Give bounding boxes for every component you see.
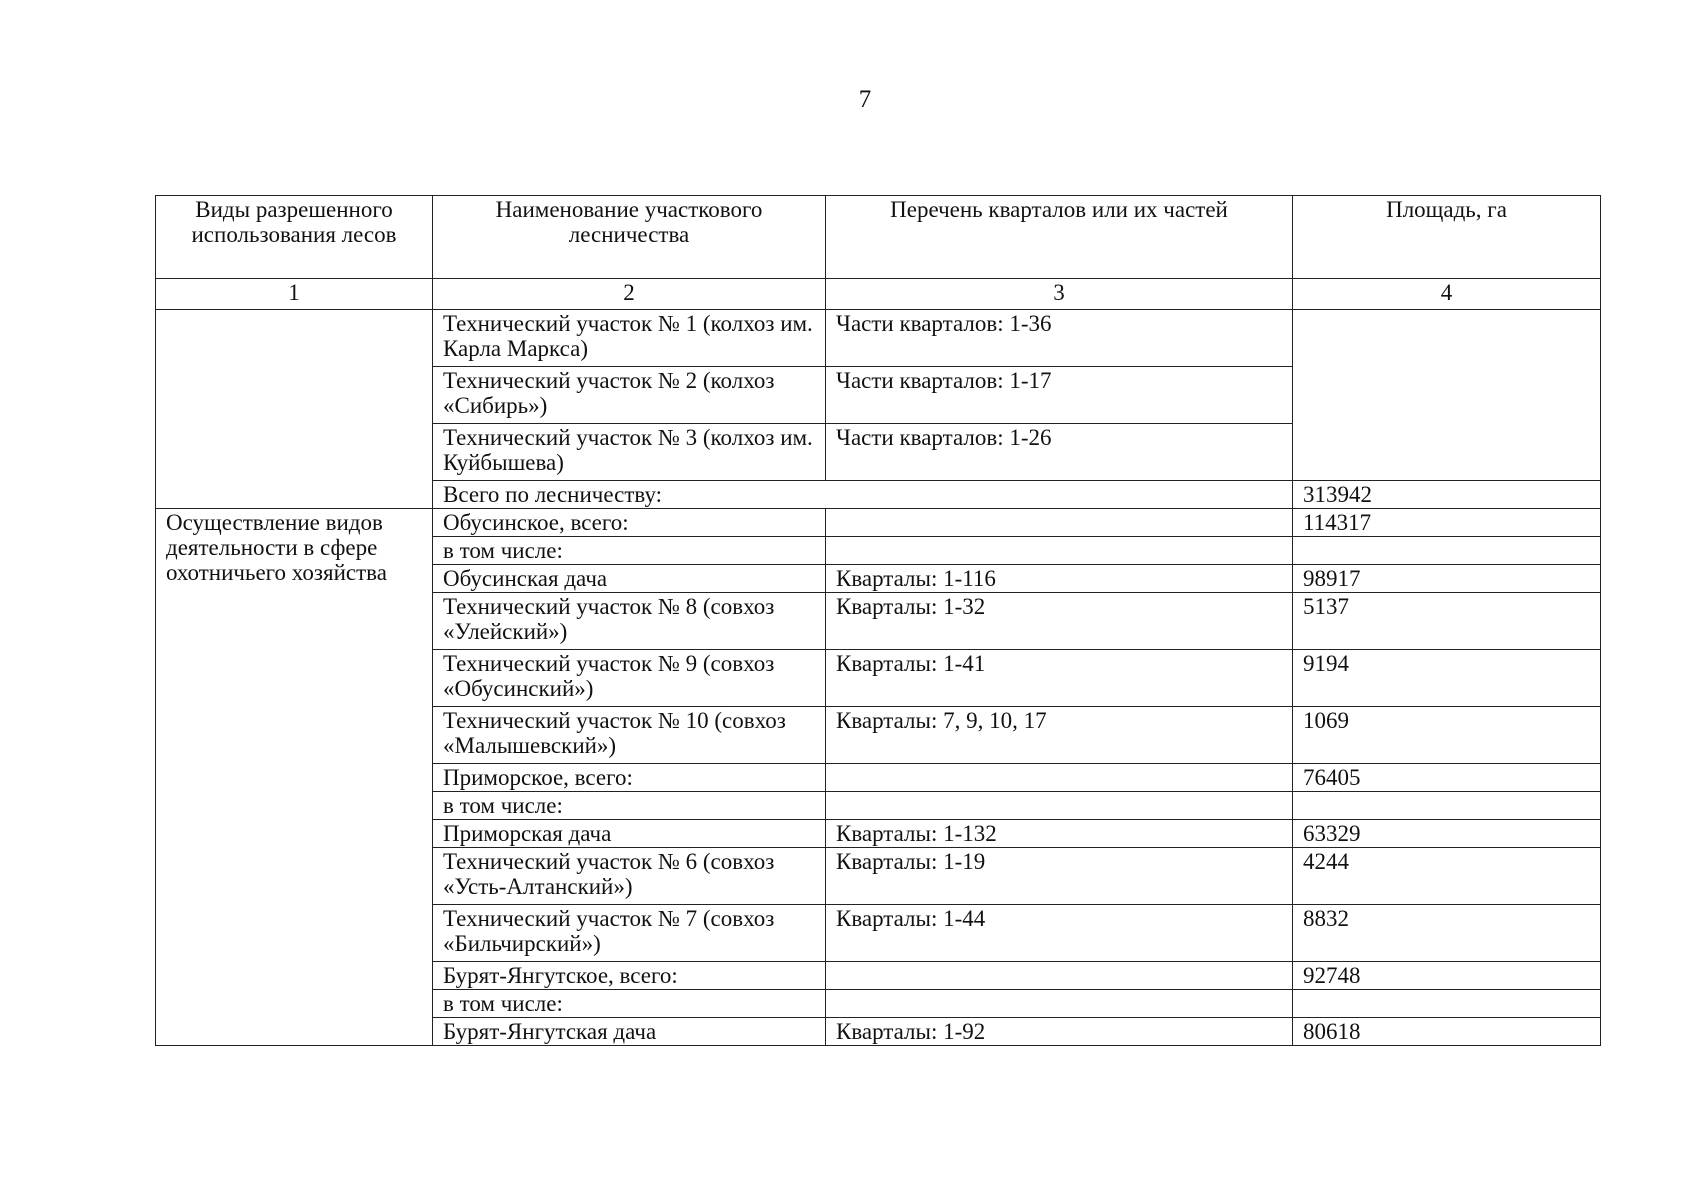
column-number-row bbox=[156, 279, 1601, 310]
column-number: 1 bbox=[156, 279, 433, 310]
area-cell: 9194 bbox=[1293, 650, 1601, 707]
area-cell: 1069 bbox=[1293, 707, 1601, 764]
header-cell: Наименование участкового лесничества bbox=[433, 196, 826, 279]
quarters-cell bbox=[826, 962, 1293, 990]
total-area-cell: 313942 bbox=[1293, 481, 1601, 509]
forestry-name-cell: Технический участок № 10 (совхоз «Малышевский») bbox=[433, 707, 826, 764]
forestry-name-cell: Обусинское, всего: bbox=[433, 509, 826, 537]
area-cell bbox=[1293, 990, 1601, 1018]
forestry-name-cell: Технический участок № 1 (колхоз им. Карла Маркса) bbox=[433, 310, 826, 367]
quarters-cell bbox=[826, 764, 1293, 792]
forestry-name-cell: Технический участок № 9 (совхоз «Обусинский») bbox=[433, 650, 826, 707]
quarters-cell: Кварталы: 1-19 bbox=[826, 848, 1293, 905]
quarters-cell bbox=[826, 537, 1293, 565]
column-number: 3 bbox=[826, 279, 1293, 310]
table-row bbox=[156, 310, 1601, 367]
quarters-cell: Кварталы: 1-92 bbox=[826, 1018, 1293, 1046]
header-cell: Перечень кварталов или их частей bbox=[826, 196, 1293, 279]
column-number: 2 bbox=[433, 279, 826, 310]
forestry-name-cell: Бурят-Янгутская дача bbox=[433, 1018, 826, 1046]
forestry-name-cell: в том числе: bbox=[433, 792, 826, 820]
quarters-cell: Кварталы: 1-44 bbox=[826, 905, 1293, 962]
quarters-cell: Кварталы: 1-132 bbox=[826, 820, 1293, 848]
area-cell: 92748 bbox=[1293, 962, 1601, 990]
quarters-cell bbox=[826, 792, 1293, 820]
quarters-cell: Кварталы: 1-116 bbox=[826, 565, 1293, 593]
area-cell: 63329 bbox=[1293, 820, 1601, 848]
header-row bbox=[156, 196, 1601, 279]
forestry-name-cell: Бурят-Янгутское, всего: bbox=[433, 962, 826, 990]
quarters-cell bbox=[826, 990, 1293, 1018]
column-number: 4 bbox=[1293, 279, 1601, 310]
area-cell bbox=[1293, 792, 1601, 820]
forestry-name-cell: Технический участок № 3 (колхоз им. Куйбышева) bbox=[433, 424, 826, 481]
area-cell: 8832 bbox=[1293, 905, 1601, 962]
forestry-name-cell: в том числе: bbox=[433, 537, 826, 565]
forestry-name-cell: Приморская дача bbox=[433, 820, 826, 848]
page-number: 7 bbox=[858, 86, 872, 113]
area-cell: 76405 bbox=[1293, 764, 1601, 792]
quarters-cell: Кварталы: 1-32 bbox=[826, 593, 1293, 650]
header-cell: Виды разрешенного использования лесов bbox=[156, 196, 433, 279]
forestry-name-cell: в том числе: bbox=[433, 990, 826, 1018]
forestry-name-cell: Технический участок № 2 (колхоз «Сибирь») bbox=[433, 367, 826, 424]
area-cell: 4244 bbox=[1293, 848, 1601, 905]
quarters-cell bbox=[826, 509, 1293, 537]
header-cell: Площадь, га bbox=[1293, 196, 1601, 279]
quarters-cell: Кварталы: 1-41 bbox=[826, 650, 1293, 707]
forestry-name-cell: Приморское, всего: bbox=[433, 764, 826, 792]
area-cell bbox=[1293, 310, 1601, 481]
use-type-cell: Осуществление видов деятельности в сфере охотничьего хозяйства bbox=[156, 509, 433, 1046]
forestry-name-cell: Технический участок № 6 (совхоз «Усть-Алтанский») bbox=[433, 848, 826, 905]
area-cell bbox=[1293, 537, 1601, 565]
forestry-name-cell: Обусинская дача bbox=[433, 565, 826, 593]
area-cell: 98917 bbox=[1293, 565, 1601, 593]
area-cell: 114317 bbox=[1293, 509, 1601, 537]
quarters-cell: Части кварталов: 1-36 bbox=[826, 310, 1293, 367]
area-cell: 5137 bbox=[1293, 593, 1601, 650]
area-cell: 80618 bbox=[1293, 1018, 1601, 1046]
quarters-cell: Части кварталов: 1-26 bbox=[826, 424, 1293, 481]
table-row bbox=[156, 509, 1601, 537]
quarters-cell: Части кварталов: 1-17 bbox=[826, 367, 1293, 424]
forestry-name-cell: Технический участок № 8 (совхоз «Улейский») bbox=[433, 593, 826, 650]
forest-use-table bbox=[155, 195, 1601, 1046]
use-type-cell bbox=[156, 310, 433, 509]
quarters-cell: Кварталы: 7, 9, 10, 17 bbox=[826, 707, 1293, 764]
total-label-cell: Всего по лесничеству: bbox=[433, 481, 1293, 509]
forestry-name-cell: Технический участок № 7 (совхоз «Бильчирский») bbox=[433, 905, 826, 962]
